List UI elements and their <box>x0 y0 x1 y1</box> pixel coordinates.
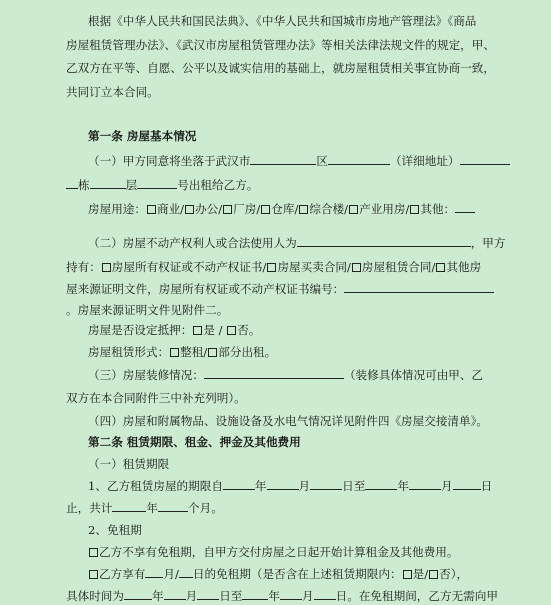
year-label-2: 年 <box>397 479 409 493</box>
opt-mortgage-no: 否。 <box>237 323 261 337</box>
cert-no-label: 屋来源证明文件，房屋所有权证或不动产权证书编号： <box>66 282 345 296</box>
checkbox-whole-lease[interactable] <box>170 348 179 357</box>
opt-factory: 厂房/ <box>233 202 261 216</box>
checkbox-commercial[interactable] <box>147 205 156 214</box>
month-label: 月 <box>298 479 311 493</box>
use-label: 房屋用途： <box>88 202 146 216</box>
rent-free-heading: 2、免租期 <box>88 523 142 537</box>
checkbox-mortgage-yes[interactable] <box>193 326 202 335</box>
clause-1-2-docs <box>66 258 551 276</box>
term-line <box>88 477 551 495</box>
opt-included-yes: 是/ <box>412 567 429 581</box>
lease-form-label: 房屋租赁形式： <box>88 345 170 359</box>
opt-purchase-contract: 房屋买卖合同/ <box>277 260 351 274</box>
checkbox-office[interactable] <box>185 205 194 214</box>
decoration-blank[interactable] <box>204 366 344 379</box>
day-label: 日 <box>480 479 493 493</box>
end-month-blank[interactable] <box>409 477 441 490</box>
intro-line-1: 根据《中华人民共和国民法典》、《中华人民共和国城市房地产管理法》《商品 <box>88 14 477 28</box>
rent-free-days-blank[interactable] <box>179 565 193 578</box>
checkbox-included-yes[interactable] <box>403 570 412 579</box>
clause-1-1-text-a: （一）甲方同意将坐落于武汉市 <box>88 154 251 168</box>
cert-number-blank[interactable] <box>344 280 494 293</box>
opt-ownership-cert: 房屋所有权证或不动产权证书/ <box>111 260 267 274</box>
clause-1-1-cont <box>66 176 551 194</box>
month-label-2: 月 <box>440 479 453 493</box>
article-1-title: 第一条 房屋基本情况 <box>88 129 197 143</box>
article-2-title: 第二条 租赁期限、租金、押金及其他费用 <box>88 435 301 449</box>
period-to-label: 日至 <box>219 589 243 603</box>
rent-to-label: 号出租给乙方。 <box>177 178 259 192</box>
term-label: 1、乙方租赁房屋的期限自 <box>88 479 223 493</box>
rent-free-months-label: 月/ <box>163 567 179 581</box>
period-label: 具体时间为 <box>66 589 124 603</box>
opt-commercial: 商业/ <box>156 202 185 216</box>
period-month-label: 月 <box>185 589 198 603</box>
clause-1-2-text-a: （二）房屋不动产权利人或合法使用人为 <box>88 236 297 250</box>
mortgage-label: 房屋是否设定抵押： <box>88 323 193 337</box>
checkbox-lease-contract[interactable] <box>352 263 361 272</box>
rent-free-months-blank[interactable] <box>145 565 163 578</box>
opt-warehouse: 仓库/ <box>271 202 299 216</box>
term-total-line <box>66 499 551 517</box>
intro-line-4: 共同订立本合同。 <box>66 85 159 99</box>
owner-blank[interactable] <box>297 234 471 247</box>
floor-label: 层 <box>125 178 138 192</box>
to-label: 日至 <box>342 479 366 493</box>
rent-free-days-label: 日的免租期（是否含在上述租赁期限内： <box>192 567 402 581</box>
checkbox-ownership-cert[interactable] <box>102 263 111 272</box>
end-year-blank[interactable] <box>365 477 397 490</box>
opt-complex: 综合楼/ <box>309 202 349 216</box>
use-line <box>88 200 551 218</box>
rent-free-label: 乙方享有 <box>99 567 146 581</box>
opt-other-doc: 其他房 <box>446 260 482 274</box>
clause-1-2-cert <box>66 280 551 298</box>
decoration-label: （三）房屋装修情况： <box>88 368 204 382</box>
address-blank-2[interactable] <box>460 152 510 165</box>
months-label: 个月。 <box>188 501 223 515</box>
checkbox-warehouse[interactable] <box>261 205 270 214</box>
checkbox-included-no[interactable] <box>429 570 438 579</box>
opt-lease-contract: 房屋租赁合同/ <box>361 260 436 274</box>
clause-1-2 <box>88 234 551 252</box>
no-rent-free-line <box>88 543 551 561</box>
intro-line-2: 房屋租赁管理办法》、《武汉市房屋租赁管理办法》等相关法律法规文件的规定，甲、 <box>66 38 495 52</box>
opt-office: 办公/ <box>195 202 223 216</box>
opt-included-no: 否）， <box>439 567 469 581</box>
total-years-blank[interactable] <box>112 499 146 512</box>
decoration-note: （装修具体情况可由甲、乙 <box>343 368 484 382</box>
no-rent-free-text: 乙方不享有免租期，自甲方交付房屋之日起开始计算租金及其他费用。 <box>99 545 459 559</box>
checkbox-mortgage-no[interactable] <box>227 326 236 335</box>
opt-industrial: 产业用房/ <box>359 202 410 216</box>
start-year-blank[interactable] <box>223 477 255 490</box>
opt-whole-lease: 整租/ <box>180 345 208 359</box>
rent-free-line <box>88 565 551 583</box>
clause-1-2-text-b: ，甲方 <box>470 236 506 250</box>
years-label: 年 <box>146 501 158 515</box>
clause-1-2-end <box>66 301 551 319</box>
start-month-blank[interactable] <box>267 477 299 490</box>
period-start-month-blank[interactable] <box>164 587 186 600</box>
opt-partial-lease: 部分出租。 <box>218 345 277 359</box>
clause-1-3 <box>88 366 551 384</box>
checkbox-purchase-contract[interactable] <box>267 263 276 272</box>
annex-2-note: 。房屋来源证明文件见附件二。 <box>66 303 229 317</box>
other-use-blank[interactable] <box>455 200 475 213</box>
period-year-label-2: 年 <box>268 589 281 603</box>
clause-1-1-text-b: 区 <box>316 154 328 168</box>
section-2-1: （一）租赁期限 <box>88 457 170 471</box>
opt-mortgage-yes: 是 / <box>203 323 227 337</box>
period-end-year-blank[interactable] <box>242 587 268 600</box>
checkbox-partial-lease[interactable] <box>208 348 217 357</box>
total-label: 止，共计 <box>66 501 113 515</box>
period-end-day-blank[interactable] <box>314 587 336 600</box>
clause-1-1-text-c: （详细地址） <box>389 154 460 168</box>
clause-1-4: （四）房屋和附属物品、设施设备及水电气情况详见附件四《房屋交接清单》。 <box>88 414 488 428</box>
period-end-text: 日。在免租期间，乙方无需向甲 <box>335 589 498 603</box>
start-day-blank[interactable] <box>310 477 342 490</box>
checkbox-complex[interactable] <box>299 205 308 214</box>
checkbox-factory[interactable] <box>223 205 232 214</box>
period-end-month-blank[interactable] <box>280 587 302 600</box>
mortgage-line <box>88 321 551 339</box>
total-months-blank[interactable] <box>158 499 188 512</box>
clause-1-1 <box>88 152 551 170</box>
end-day-blank[interactable] <box>453 477 481 490</box>
opt-other-use: 其他： <box>420 202 456 216</box>
district-blank[interactable] <box>250 152 316 165</box>
checkbox-other-doc[interactable] <box>436 263 445 272</box>
lease-form-line <box>88 343 551 361</box>
period-month-label-2: 月 <box>302 589 314 603</box>
period-start-year-blank[interactable] <box>124 587 152 600</box>
checkbox-rent-free[interactable] <box>89 570 98 579</box>
address-blank[interactable] <box>328 152 390 165</box>
clause-1-3-cont: 双方在本合同附件三中补充列明）。 <box>66 391 246 405</box>
checkbox-no-rent-free[interactable] <box>89 548 98 557</box>
number-blank[interactable] <box>137 176 177 189</box>
checkbox-other-use[interactable] <box>410 205 419 214</box>
intro-line-3: 乙双方在平等、自愿、公平以及诚实信用的基础上，就房屋租赁相关事宜协商一致， <box>66 61 495 75</box>
hold-label: 持有： <box>66 260 101 274</box>
floor-blank[interactable] <box>90 176 126 189</box>
period-start-day-blank[interactable] <box>197 587 219 600</box>
period-year-label: 年 <box>151 589 164 603</box>
checkbox-industrial[interactable] <box>349 205 358 214</box>
building-label: 栋 <box>78 178 90 192</box>
year-label: 年 <box>254 479 267 493</box>
building-blank[interactable] <box>66 176 78 189</box>
